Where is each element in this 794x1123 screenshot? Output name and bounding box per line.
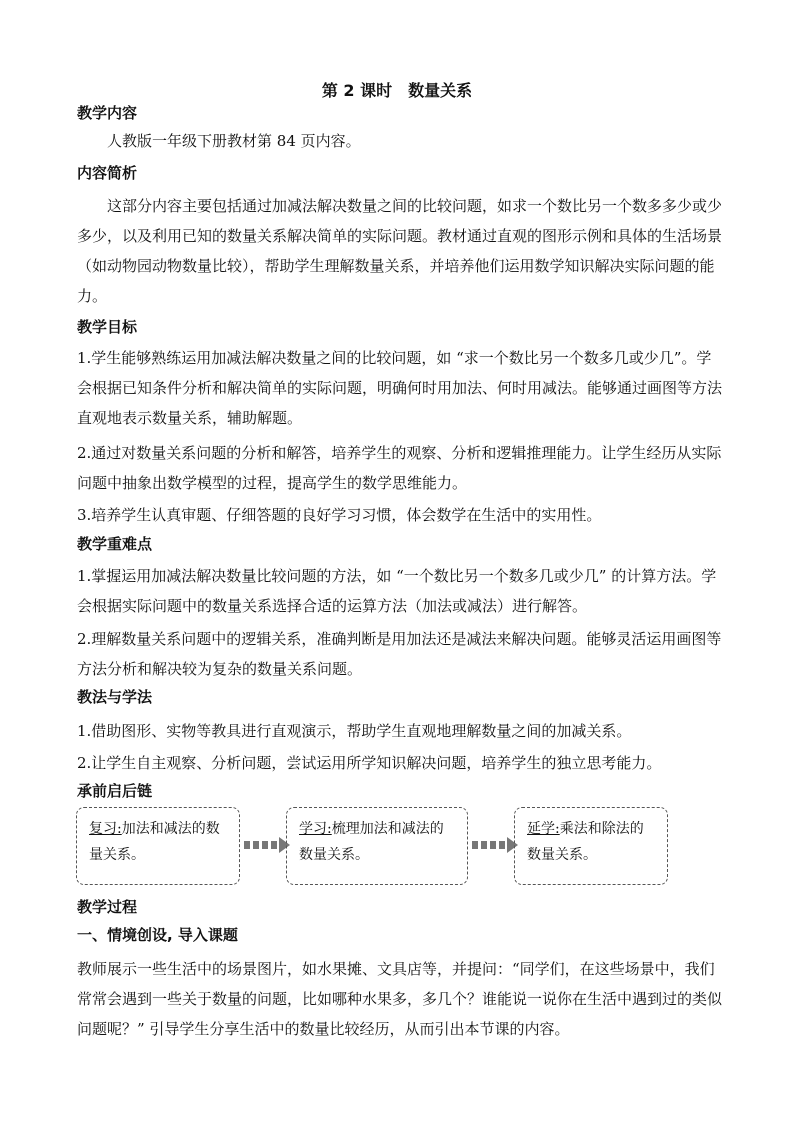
heading-keypoints: 教学重难点 <box>77 535 153 553</box>
heading-links: 承前启后链 <box>77 782 153 800</box>
keypoint-item-2: 2.理解数量关系问题中的逻辑关系，准确判断是用加法还是减法来解决问题。能够灵活运用画图等方法分析和解决较为复杂的数量关系问题。 <box>77 630 722 678</box>
review-label: 复习: <box>89 821 122 837</box>
analysis-text: 这部分内容主要包括通过加减法解决数量之间的比较问题，如求一个数比另一个数多多少或少多少，以及利用已知的数量关系解决简单的实际问题。教材通过直观的图形示例和具体的生活场景（如动物园动物数量比较），帮助学生理解数量关系，并培养他们运用数学知识解决实际问题的能力。 <box>77 197 723 305</box>
heading-goals: 教学目标 <box>77 318 138 336</box>
learning-chain-diagram <box>76 807 676 887</box>
page-title: 第 2 课时 数量关系 <box>321 81 473 100</box>
extend-text: 乘法和除法的数量关系。 <box>527 821 644 863</box>
heading-step-1: 一、情境创设, 导入课题 <box>77 926 238 944</box>
learn-text: 梳理加法和减法的数量关系。 <box>299 821 444 863</box>
keypoint-item-1: 1.掌握运用加减法解决数量比较问题的方法，如 “一个数比另一个数多几或少几” 的计算方法。学会根据实际问题中的数量关系选择合适的运算方法（加法或减法）进行解答。 <box>77 567 717 615</box>
content-text: 人教版一年级下册教材第 84 页内容。 <box>107 132 361 150</box>
heading-process: 教学过程 <box>77 898 138 916</box>
review-text: 加法和减法的数量关系。 <box>89 821 220 863</box>
arrow-right-icon <box>244 837 290 853</box>
extend-label: 延学: <box>527 821 560 837</box>
goal-item-1: 1.学生能够熟练运用加减法解决数量之间的比较问题，如 “求一个数比另一个数多几或少几”。学会根据已知条件分析和解决简单的实际问题，明确何时用加法、何时用减法。能够通过画图等方法直观地表示数量关系，辅助解题。 <box>77 349 723 427</box>
goal-item-3: 3.培养学生认真审题、仔细答题的良好学习习惯，体会数学在生活中的实用性。 <box>77 506 602 524</box>
learn-label: 学习: <box>299 821 332 837</box>
heading-methods: 教法与学法 <box>77 688 153 706</box>
heading-content: 教学内容 <box>77 104 138 122</box>
extend-box <box>514 807 668 885</box>
arrow-right-icon <box>472 837 518 853</box>
review-box <box>76 807 240 885</box>
method-item-2: 2.让学生自主观察、分析问题，尝试运用所学知识解决问题，培养学生的独立思考能力。 <box>77 754 662 772</box>
heading-analysis: 内容简析 <box>77 164 138 182</box>
method-item-1: 1.借助图形、实物等教具进行直观演示，帮助学生直观地理解数量之间的加减关系。 <box>77 722 632 740</box>
goal-item-2: 2.通过对数量关系问题的分析和解答，培养学生的观察、分析和逻辑推理能力。让学生经历从实际问题中抽象出数学模型的过程，提高学生的数学思维能力。 <box>77 444 722 492</box>
learn-box <box>286 807 468 885</box>
step1-text: 教师展示一些生活中的场景图片，如水果摊、文具店等，并提问：“同学们，在这些场景中，我们常常会遇到一些关于数量的问题，比如哪种水果多，多几个？谁能说一说你在生活中遇到过的类似问题呢？” 引导学生分享生活中的数量比较经历，从而引出本节课的内容。 <box>77 960 723 1038</box>
